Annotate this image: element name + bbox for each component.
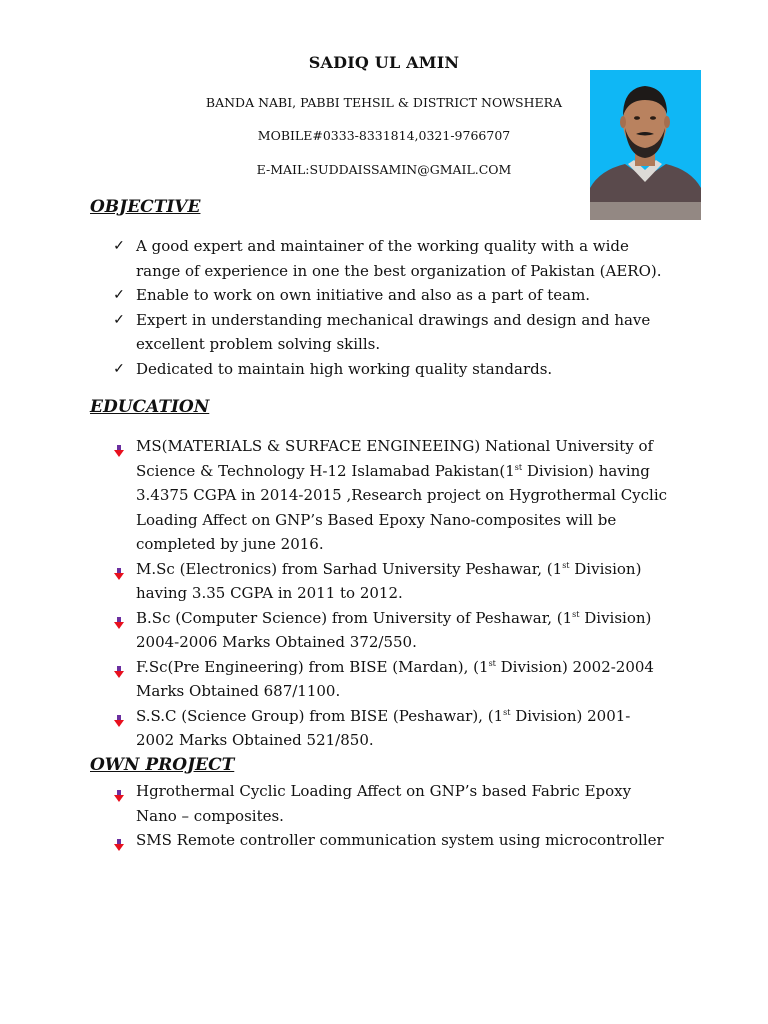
education-text-part: B.Sc (Computer Science) from University of Peshawar, (1 <box>136 608 573 627</box>
list-item <box>0 234 768 283</box>
ordinal-suffix: st <box>562 560 570 570</box>
mobile-number: MOBILE#0333-8331814,0321-9766707 <box>257 128 511 143</box>
down-arrow-icon <box>112 563 126 588</box>
objective-list <box>0 234 768 381</box>
education-list <box>0 434 768 753</box>
education-text-part: Division) having 3.35 CGPA in 2011 to 2012. <box>136 559 642 602</box>
list-item <box>0 704 768 753</box>
list-item <box>0 357 768 382</box>
education-text-part: Division) 2004-2006 Marks Obtained 372/550. <box>136 608 652 651</box>
down-arrow-icon <box>112 710 126 735</box>
education-text-part: F.Sc(Pre Engineering) from BISE (Mardan), (1 <box>136 657 489 676</box>
education-text-part: M.Sc (Electronics) from Sarhad University Peshawar, (1 <box>136 559 563 578</box>
checkmark-icon: ✓ <box>113 287 125 303</box>
list-item <box>0 308 768 357</box>
list-item <box>0 828 768 853</box>
email-address: E-MAIL:SUDDAISSAMIN@GMAIL.COM <box>256 162 512 177</box>
down-arrow-icon <box>112 785 126 810</box>
objective-text: Expert in understanding mechanical drawings and design and have excellent problem solving skills. <box>136 310 651 353</box>
list-item <box>0 557 768 606</box>
education-heading: EDUCATION <box>90 397 210 417</box>
address: BANDA NABI, PABBI TEHSIL & DISTRICT NOWSHERA <box>205 95 563 110</box>
list-item <box>0 283 768 308</box>
project-text: Hgrothermal Cyclic Loading Affect on GNP’s based Fabric Epoxy Nano – composites. <box>136 782 632 825</box>
checkmark-icon: ✓ <box>113 360 125 377</box>
objective-text: Enable to work on own initiative and also as a part of team. <box>136 286 591 304</box>
education-text-part: Division) 2002-2004 Marks Obtained 687/1100. <box>136 657 654 700</box>
ordinal-suffix: st <box>572 609 580 619</box>
list-item <box>0 434 768 557</box>
checkmark-icon: ✓ <box>113 238 125 254</box>
profile-photo <box>590 70 701 220</box>
checkmark-icon: ✓ <box>113 311 125 328</box>
down-arrow-icon <box>112 661 126 686</box>
list-item <box>0 655 768 704</box>
education-text <box>136 560 641 603</box>
ordinal-suffix: st <box>503 707 511 717</box>
education-text-part: S.S.C (Science Group) from BISE (Peshawar), (1 <box>136 706 504 725</box>
objective-text: A good expert and maintainer of the working quality with a wide range of experience in one the best organization of Pakistan (AERO). <box>136 237 662 280</box>
down-arrow-icon <box>112 834 126 859</box>
project-list <box>0 779 768 853</box>
list-item <box>0 606 768 655</box>
candidate-name: SADIQ UL AMIN <box>308 53 460 72</box>
education-text-part: MS(MATERIALS & SURFACE ENGINEEING) National University of Science & Technology H-12 Islamabad Pakistan(1 <box>136 437 654 480</box>
profile-photo-image <box>590 70 701 220</box>
ordinal-suffix: st <box>514 462 523 472</box>
ordinal-suffix: st <box>488 658 496 668</box>
education-text <box>136 658 654 701</box>
education-text <box>136 437 667 553</box>
down-arrow-icon <box>112 440 126 465</box>
education-text-part: Division) having 3.4375 CGPA in 2014-2015 ,Research project on Hygrothermal Cyclic Loading Affect on GNP’s Based Epoxy Nano-composites will be completed by june 2016. <box>136 461 668 553</box>
project-text: SMS Remote controller communication system using microcontroller <box>136 831 664 849</box>
education-text <box>136 707 630 750</box>
project-heading: OWN PROJECT <box>90 755 235 775</box>
objective-text: Dedicated to maintain high working quality standards. <box>136 359 553 378</box>
education-text-part: Division) 2001-2002 Marks Obtained 521/850. <box>136 706 631 749</box>
down-arrow-icon <box>112 612 126 637</box>
education-text <box>136 609 651 652</box>
list-item <box>0 779 768 828</box>
objective-heading: OBJECTIVE <box>90 197 201 217</box>
